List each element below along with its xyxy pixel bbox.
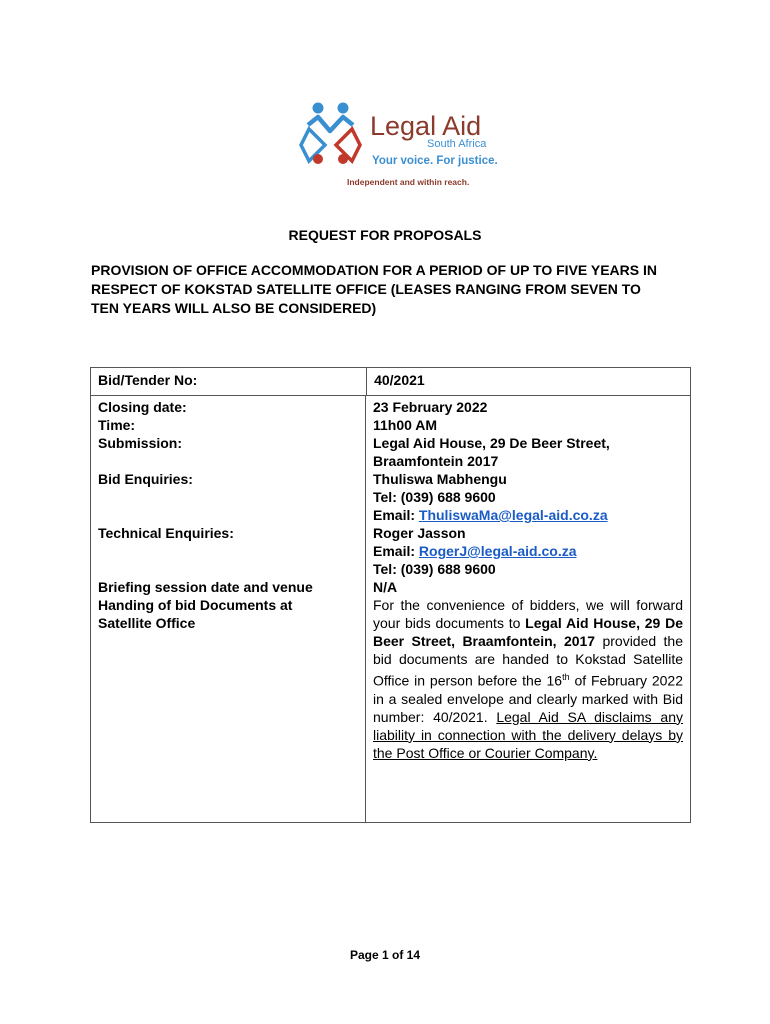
time-value: 11h00 AM	[373, 417, 438, 433]
briefing-session-value: N/A	[373, 579, 398, 595]
submission-value-continued: Braamfontein 2017	[373, 453, 499, 469]
logo-arms-icon	[308, 117, 353, 131]
table-row	[91, 395, 690, 822]
email-label: Email:	[373, 543, 419, 559]
handing-label: Handing of bid Documents at	[98, 597, 293, 613]
time-label: Time:	[98, 417, 136, 433]
bid-contact-email-link[interactable]: ThuliswaMa@legal-aid.co.za	[418, 507, 608, 523]
logo-tagline-text: Your voice. For justice.	[372, 155, 498, 167]
subtitle-line: RESPECT OF KOKSTAD SATELLITE OFFICE (LEASES RANGING FROM SEVEN TO	[91, 281, 641, 297]
subtitle-line: PROVISION OF OFFICE ACCOMMODATION FOR A PERIOD OF UP TO FIVE YEARS IN	[91, 262, 658, 278]
logo-motto-text: Independent and within reach.	[347, 177, 470, 187]
tech-contact-tel: Tel: (039) 688 9600	[373, 561, 496, 577]
submission-value: Legal Aid House, 29 De Beer Street,	[373, 435, 610, 451]
briefing-session-label: Briefing session date and venue	[98, 579, 313, 595]
bid-contact-name: Thuliswa Mabhengu	[373, 471, 507, 487]
bid-no-label: Bid/Tender No:	[91, 368, 367, 395]
document-subtitle	[91, 261, 711, 318]
handing-address: Legal Aid House, 29 De Beer Street, Braamfontein, 2017	[373, 615, 683, 649]
closing-date-value: 23 February 2022	[373, 399, 488, 415]
labels-column	[91, 396, 366, 822]
tech-contact-email-link[interactable]: RogerJ@legal-aid.co.za	[418, 543, 577, 559]
table-row	[91, 368, 690, 395]
logo-region-text: South Africa	[427, 138, 487, 150]
bid-enquiries-label: Bid Enquiries:	[98, 471, 193, 487]
subtitle-line: TEN YEARS WILL ALSO BE CONSIDERED)	[91, 300, 377, 316]
logo-figure-foot-icon	[338, 154, 348, 164]
submission-label: Submission:	[98, 435, 183, 451]
document-title: REQUEST FOR PROPOSALS	[288, 227, 482, 243]
bid-contact-email-line	[373, 506, 683, 524]
disclaimer-text: Legal Aid SA disclaims any liability in connection with the delivery delays by the Post Office or Courier Company.	[373, 708, 683, 761]
logo-figure-head-icon	[338, 103, 349, 114]
logo-brand-text: Legal Aid	[370, 111, 482, 141]
handing-text: For the convenience of bidders, we will forward your bids documents to	[373, 597, 683, 631]
technical-enquiries-label: Technical Enquiries:	[98, 525, 234, 541]
tech-contact-name: Roger Jasson	[373, 525, 466, 541]
closing-date-label: Closing date:	[98, 399, 187, 415]
logo-figure-foot-icon	[313, 154, 323, 164]
legal-aid-logo-graphic	[292, 93, 505, 195]
legal-aid-logo	[292, 93, 505, 195]
tech-contact-email-line	[373, 542, 683, 560]
logo-figure-head-icon	[313, 103, 324, 114]
bid-details-table	[90, 367, 691, 823]
handing-text: of February 2022 in a sealed envelope and clearly marked with Bid number: 40/2021.	[373, 672, 683, 725]
handing-text: provided the bid documents are handed to Kokstad Satellite Office in person before the 16	[373, 633, 684, 689]
bid-contact-tel: Tel: (039) 688 9600	[373, 489, 496, 505]
page-number: Page 1 of 14	[349, 948, 421, 962]
handing-instructions	[373, 596, 683, 762]
ordinal-suffix: th	[562, 672, 570, 682]
email-label: Email:	[373, 507, 419, 523]
bid-no-value: 40/2021	[374, 372, 425, 388]
handing-label-continued: Satellite Office	[98, 615, 196, 631]
values-column	[366, 396, 690, 822]
